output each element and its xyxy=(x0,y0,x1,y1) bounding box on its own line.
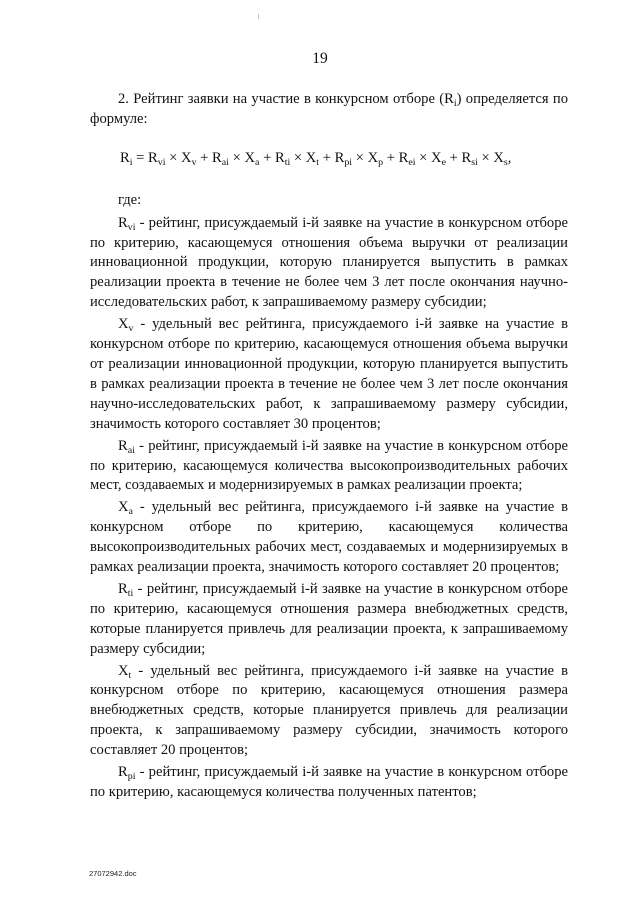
formula-plus: + xyxy=(259,149,275,166)
definition-symbol: $X_a$ xyxy=(118,499,133,518)
formula-term xyxy=(399,150,446,166)
definition-symbol: $R_{ai}$ xyxy=(118,437,135,456)
intro-text-after: ) определяется по формуле: xyxy=(90,91,569,127)
formula-weight-symbol: $X_s$ xyxy=(493,149,508,168)
definition-subscript: ti xyxy=(127,587,134,599)
definition-subscript: pi xyxy=(127,770,136,782)
formula-weight-subscript: a xyxy=(255,156,260,168)
page-number: 19 xyxy=(312,50,328,67)
definition-symbol: $R_{pi}$ xyxy=(118,764,136,782)
formula-weight-subscript: e xyxy=(441,156,446,168)
formula-lhs: $R_i$ xyxy=(120,149,133,168)
formula-weight-symbol: $X_t$ xyxy=(305,149,320,168)
definition-paragraph xyxy=(90,662,568,762)
formula-rating-subscript: ai xyxy=(221,156,229,168)
formula-rating-subscript: ti xyxy=(284,156,291,168)
formula-weight-subscript: s xyxy=(503,156,508,168)
formula-plus: + xyxy=(319,149,335,166)
formula-rating-subscript: vi xyxy=(157,156,166,168)
definition-paragraph xyxy=(90,214,568,314)
definition-text: - рейтинг, присуждаемый i-й заявке на участие в конкурсном отборе по критерию, касающемуся отношения объема выручки от реализации инновационной продукции, которую планируется выпустить в рамках реализации проекта в течение не более чем 3 лет после окончания научно-исследовательских работ, к запрашиваемому размеру субсидии; xyxy=(90,214,568,311)
formula-times: × xyxy=(352,149,368,166)
intro-subscript: i xyxy=(453,97,457,109)
footer-filename: 27072942.doc xyxy=(89,869,137,878)
intro-paragraph xyxy=(90,90,568,130)
intro-text-before: 2. Рейтинг заявки на участие в конкурсном отборе (R xyxy=(118,91,454,107)
formula-term xyxy=(462,150,508,166)
definition-text: - рейтинг, присуждаемый i-й заявке на участие в конкурсном отборе по критерию, касающемуся количества полученных патентов; xyxy=(90,764,568,800)
formula-term xyxy=(275,150,319,166)
formula-times: × xyxy=(165,149,182,166)
definition-symbol: $R_{vi}$ xyxy=(118,214,136,233)
formula-weight-subscript: t xyxy=(316,156,320,168)
formula-rating-symbol: $R_{ti}$ xyxy=(274,149,291,168)
definition-paragraph xyxy=(90,437,568,497)
definition-subscript: ai xyxy=(127,444,135,456)
where-label: где: xyxy=(118,191,142,208)
formula-weight-symbol: $X_a$ xyxy=(244,149,260,168)
formula-term xyxy=(148,150,196,166)
definition-paragraph xyxy=(90,580,568,660)
definition-subscript: t xyxy=(128,669,132,681)
formula-rating-subscript: pi xyxy=(344,156,353,168)
formula-term xyxy=(335,150,383,166)
definition-symbol: $X_v$ xyxy=(118,316,134,334)
formula-rating-symbol: $R_{vi}$ xyxy=(148,149,166,168)
definition-paragraph xyxy=(90,763,568,803)
formula-weight-subscript: p xyxy=(378,156,384,168)
formula-weight-subscript: v xyxy=(191,156,197,168)
definition-symbol: $R_{ti}$ xyxy=(118,580,134,599)
formula-rating-subscript: si xyxy=(471,156,478,168)
formula-times: × xyxy=(415,149,432,166)
rating-formula xyxy=(90,149,568,169)
formula-plus: + xyxy=(196,149,213,166)
formula-rating-symbol: $R_{ei}$ xyxy=(398,149,416,168)
formula-term xyxy=(212,150,259,166)
formula-weight-symbol: $X_e$ xyxy=(431,149,446,168)
formula-weight-symbol: $X_p$ xyxy=(367,149,384,168)
definition-paragraph xyxy=(90,498,568,578)
formula-plus: + xyxy=(445,149,462,166)
formula-equals: = xyxy=(132,149,149,166)
definitions-list xyxy=(90,214,568,803)
definition-text: - рейтинг, присуждаемый i-й заявке на участие в конкурсном отборе по критерию, касающемуся отношения размера внебюджетных средств, которые планируется привлечь для реализации проекта, к запрашиваемому размеру субсидии; xyxy=(90,580,568,657)
definition-subscript: a xyxy=(128,506,133,518)
formula-rating-symbol: $R_{si}$ xyxy=(461,149,478,168)
formula-times: × xyxy=(477,149,494,166)
formula-rating-symbol: $R_{ai}$ xyxy=(212,149,229,168)
formula-weight-symbol: $X_v$ xyxy=(181,149,197,168)
formula-plus: + xyxy=(383,149,399,166)
definition-text: - удельный вес рейтинга, присуждаемого i-й заявке на участие в конкурсном отборе по критерию, касающемуся отношения объема выручки от реализации инновационной продукции, которую планируется выпустить в рамках реализации проекта в течение не более чем 3 лет после окончания научно-исследовательских работ, к запрашиваемому размеру субсидии, значимость которого составляет 30 процентов; xyxy=(90,316,568,432)
formula-rating-symbol: $R_{pi}$ xyxy=(334,149,353,168)
definition-text: - удельный вес рейтинга, присуждаемого i-й заявке на участие в конкурсном отборе по критерию, касающемуся количества высокопроизводительных рабочих мест, создаваемых и модернизируемых в рамках реализации проекта, значимость которого составляет 20 процентов; xyxy=(90,499,568,576)
definition-symbol: $X_t$ xyxy=(118,662,132,681)
definition-text: - удельный вес рейтинга, присуждаемого i-й заявке на участие в конкурсном отборе по критерию, касающемуся отношения размера внебюджетных средств, которые планируется привлечь для реализации проекта, к запрашиваемому размеру субсидии, значимость которого составляет 20 процентов; xyxy=(90,662,568,759)
formula-end: , xyxy=(507,149,512,166)
definition-subscript: v xyxy=(128,322,134,334)
document-body xyxy=(90,90,568,805)
formula-times: × xyxy=(290,149,306,166)
scan-mark xyxy=(258,14,259,19)
formula-rating-subscript: ei xyxy=(408,156,416,168)
definition-paragraph xyxy=(90,315,568,434)
definition-subscript: vi xyxy=(127,221,136,233)
formula-times: × xyxy=(228,149,245,166)
definition-text: - рейтинг, присуждаемый i-й заявке на участие в конкурсном отборе по критерию, касающемуся количества высокопроизводительных рабочих мест, создаваемых и модернизируемых в рамках реализации проекта; xyxy=(90,437,568,494)
formula-terms xyxy=(148,150,508,166)
